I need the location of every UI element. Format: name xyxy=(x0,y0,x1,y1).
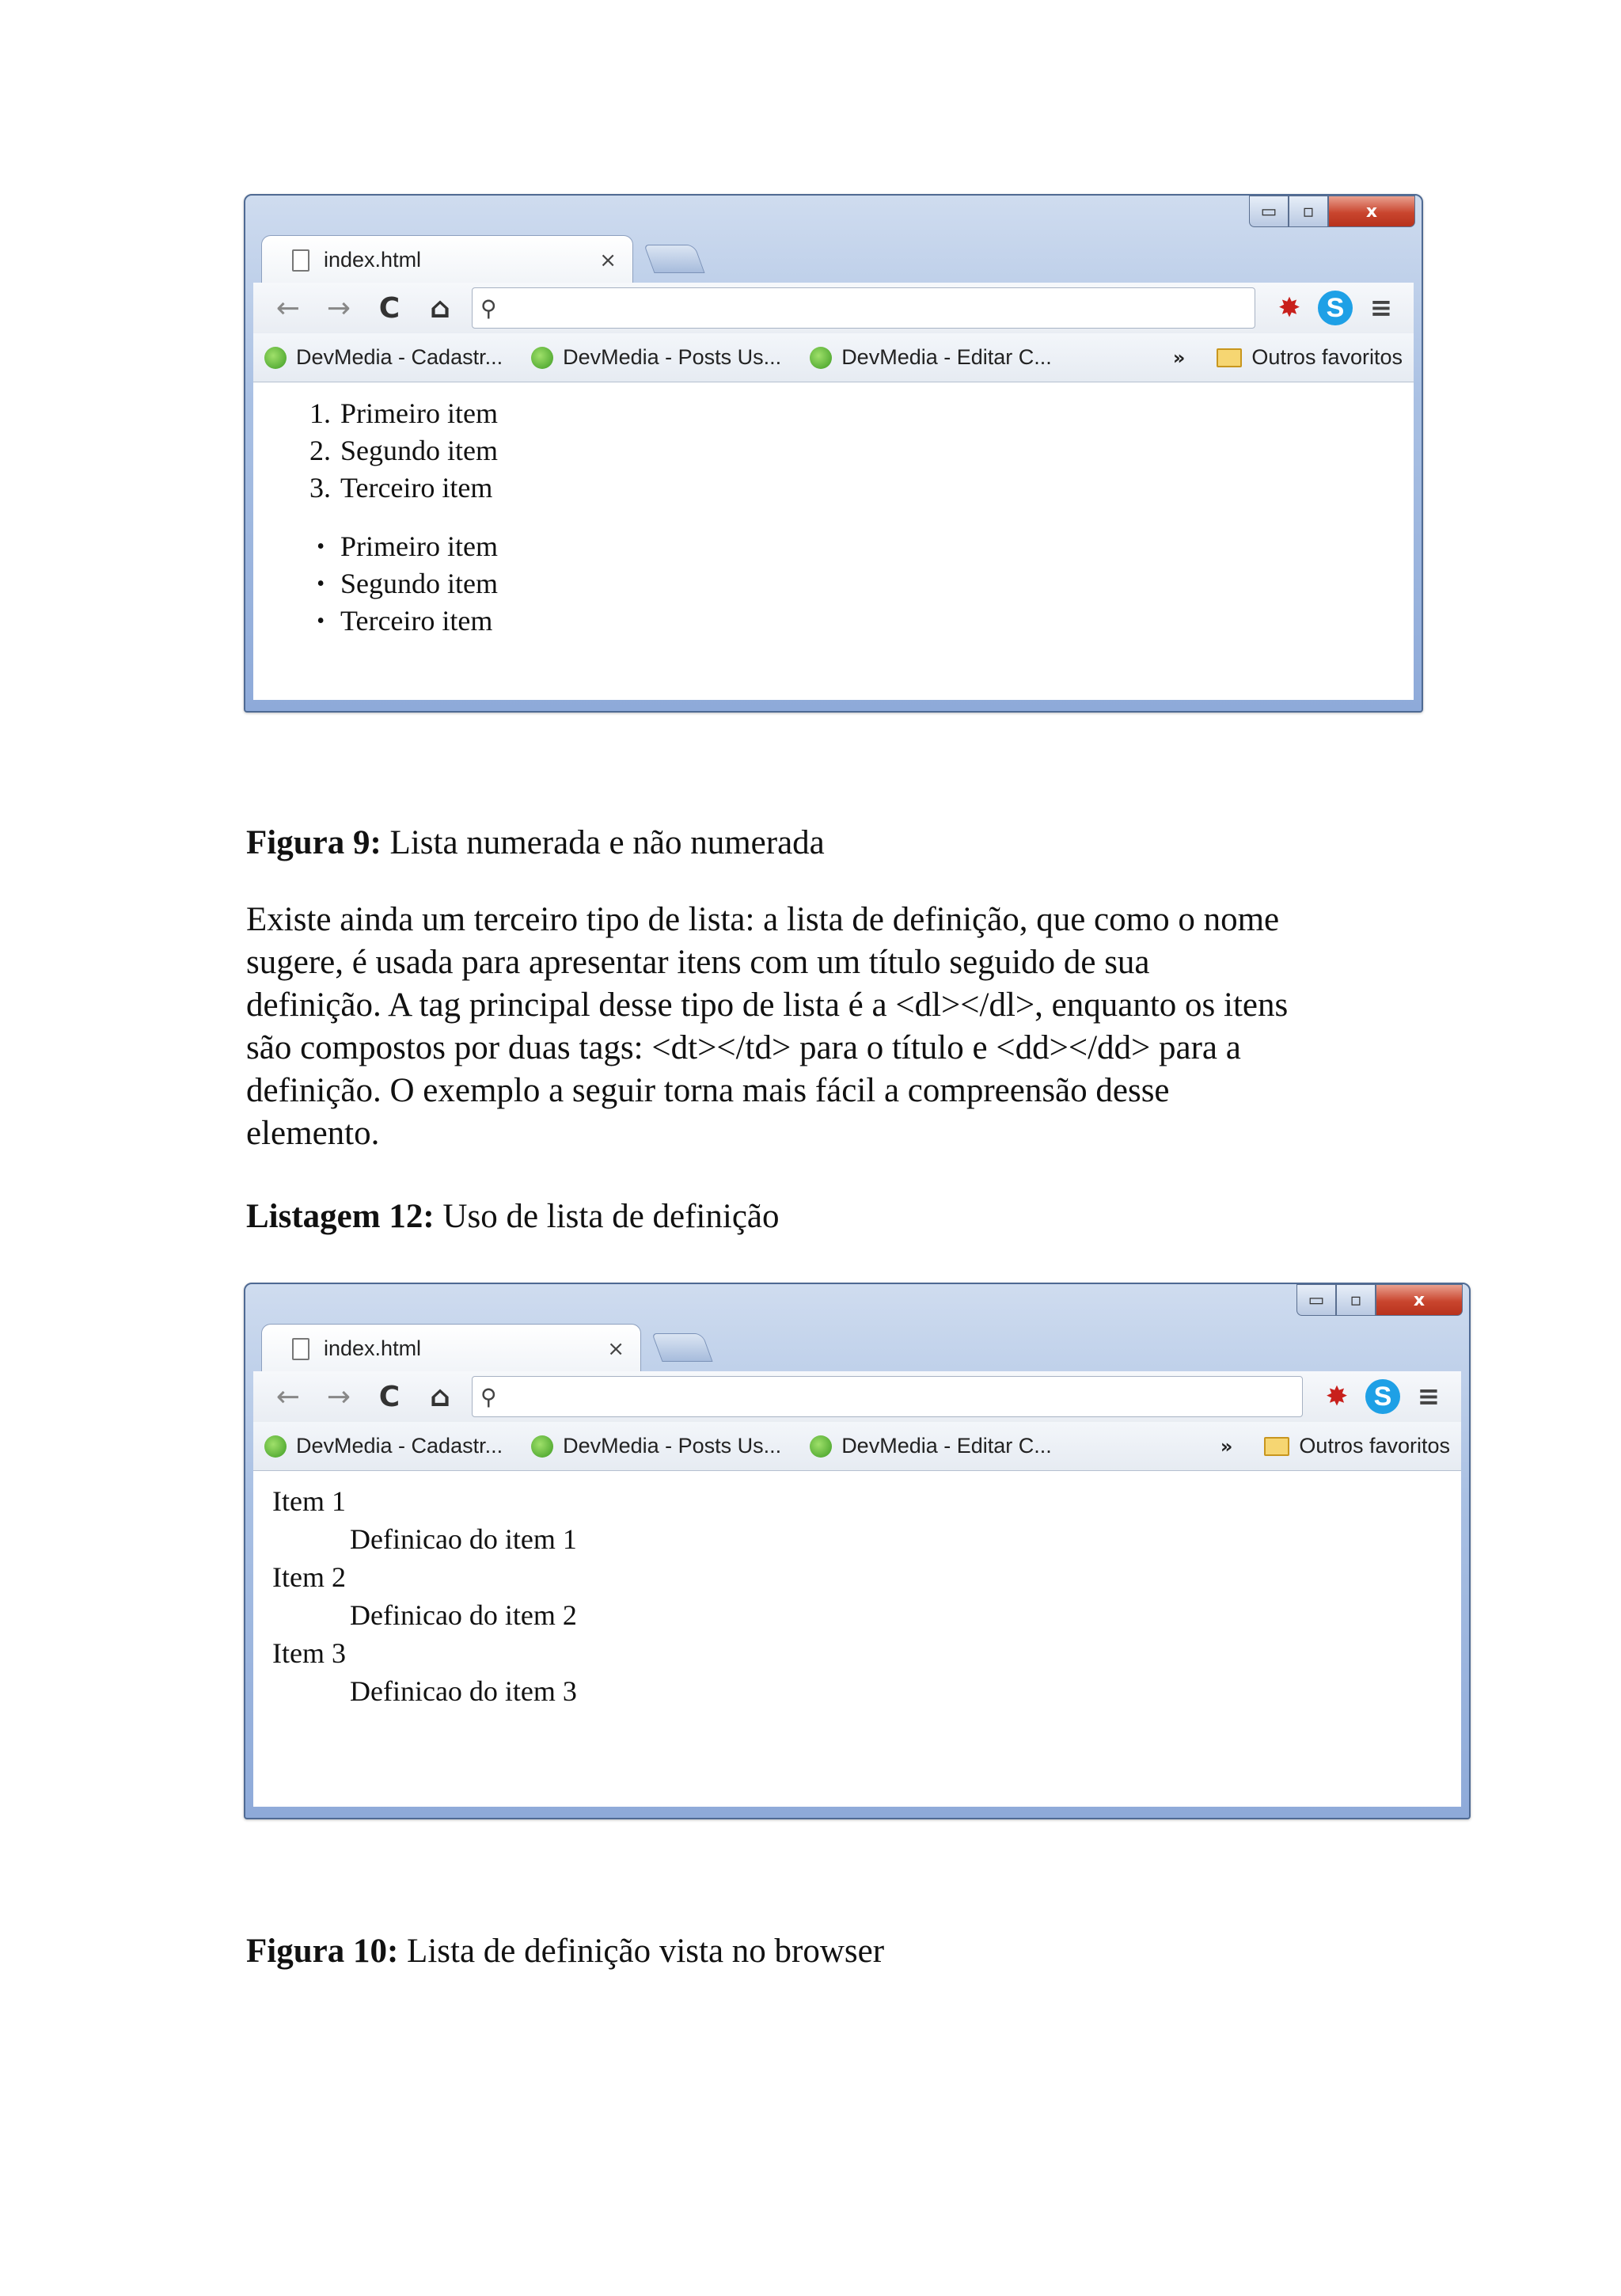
devmedia-icon xyxy=(810,347,832,369)
caption-text: Lista numerada e não numerada xyxy=(381,824,825,861)
devmedia-icon xyxy=(264,1435,287,1458)
back-icon[interactable]: ← xyxy=(275,1380,301,1413)
tab-title: index.html xyxy=(324,248,422,272)
list-item xyxy=(301,432,498,469)
bookmarks-bar xyxy=(253,1422,1461,1471)
tab-title: index.html xyxy=(324,1336,422,1360)
browser-toolbar xyxy=(253,283,1414,333)
reload-icon[interactable]: C xyxy=(378,291,401,325)
close-window-button[interactable]: x xyxy=(1328,196,1415,227)
browser-screenshot-figure-9 xyxy=(244,194,1423,713)
bullet-icon: • xyxy=(317,534,325,559)
close-tab-icon[interactable]: × xyxy=(599,248,617,272)
document-icon xyxy=(292,1338,309,1360)
search-icon: ⚲ xyxy=(480,1383,497,1410)
menu-icon[interactable]: ≡ xyxy=(1369,292,1393,324)
close-window-button[interactable]: x xyxy=(1376,1284,1463,1316)
minimize-button[interactable]: ▭ xyxy=(1296,1284,1336,1316)
list-text: Terceiro item xyxy=(340,605,493,637)
bookmark-item[interactable] xyxy=(810,345,1052,370)
list-item xyxy=(301,565,498,603)
listing-12-caption xyxy=(246,1197,780,1236)
forward-icon[interactable]: → xyxy=(326,1380,351,1413)
bookmark-item[interactable] xyxy=(531,1434,781,1458)
bookmark-item[interactable] xyxy=(810,1434,1052,1458)
home-icon[interactable]: ⌂ xyxy=(430,291,450,325)
definition-description: Definicao do item 2 xyxy=(350,1599,577,1631)
menu-icon[interactable]: ≡ xyxy=(1417,1381,1441,1412)
bookmark-label: DevMedia - Editar C... xyxy=(841,1434,1052,1458)
bookmark-item[interactable] xyxy=(264,345,503,370)
definition-term: Item 2 xyxy=(272,1561,346,1593)
address-bar[interactable] xyxy=(472,1376,1303,1417)
close-tab-icon[interactable]: × xyxy=(607,1336,624,1361)
list-number: 3. xyxy=(309,472,331,504)
search-icon: ⚲ xyxy=(480,295,497,321)
list-text: Primeiro item xyxy=(340,397,498,429)
list-text: Terceiro item xyxy=(340,472,493,504)
list-item xyxy=(301,469,498,507)
paragraph-line: definição. A tag principal desse tipo de lista é a <dl></dl>, enquanto os itens xyxy=(246,986,1289,1024)
bookmark-label: DevMedia - Posts Us... xyxy=(563,1434,782,1458)
page-content xyxy=(253,382,1414,700)
bookmark-item[interactable] xyxy=(264,1434,503,1458)
definition-list xyxy=(272,1482,577,1710)
maximize-button[interactable]: ▫ xyxy=(1336,1284,1376,1316)
figure-9-caption xyxy=(246,823,825,862)
body-paragraph xyxy=(246,899,1418,1155)
bookmark-label: DevMedia - Cadastr... xyxy=(296,1434,503,1458)
caption-text: Uso de lista de definição xyxy=(434,1198,780,1235)
list-text: Segundo item xyxy=(340,435,498,466)
browser-tab[interactable] xyxy=(261,235,633,284)
paragraph-line: sugere, é usada para apresentar itens com um título seguido de sua xyxy=(246,944,1150,981)
browser-toolbar xyxy=(253,1371,1461,1422)
paragraph-line: Existe ainda um terceiro tipo de lista: a lista de definição, que como o nome xyxy=(246,901,1280,938)
bookmark-label: DevMedia - Editar C... xyxy=(841,345,1052,369)
bullet-icon: • xyxy=(317,572,325,596)
bookmark-label: DevMedia - Cadastr... xyxy=(296,345,503,369)
bookmark-label: DevMedia - Posts Us... xyxy=(563,345,782,369)
caption-label: Listagem 12: xyxy=(246,1198,435,1235)
skype-extension-icon[interactable] xyxy=(1360,1379,1406,1414)
browser-tab[interactable] xyxy=(261,1324,641,1373)
folder-icon xyxy=(1264,1437,1289,1456)
list-text: Primeiro item xyxy=(340,530,498,562)
back-icon[interactable]: ← xyxy=(275,291,301,325)
minimize-button[interactable]: ▭ xyxy=(1249,196,1289,227)
bug-extension-icon[interactable]: ✸ xyxy=(1277,292,1301,324)
definition-term: Item 1 xyxy=(272,1485,346,1517)
window-controls xyxy=(1249,196,1415,234)
more-bookmarks-icon[interactable]: » xyxy=(1172,346,1186,369)
caption-text: Lista de definição vista no browser xyxy=(398,1933,885,1970)
unordered-list xyxy=(301,528,498,640)
list-number: 2. xyxy=(309,435,331,466)
more-bookmarks-icon[interactable]: » xyxy=(1220,1435,1233,1458)
new-tab-button[interactable] xyxy=(651,1333,712,1362)
list-text: Segundo item xyxy=(340,568,498,599)
home-icon[interactable]: ⌂ xyxy=(430,1380,450,1413)
list-item xyxy=(301,603,498,640)
maximize-button[interactable]: ▫ xyxy=(1289,196,1328,227)
paragraph-line: são compostos por duas tags: <dt></td> para o título e <dd></dd> para a xyxy=(246,1029,1241,1066)
definition-description: Definicao do item 3 xyxy=(350,1675,577,1707)
forward-icon[interactable]: → xyxy=(326,291,351,325)
browser-screenshot-figure-10 xyxy=(244,1283,1471,1819)
other-bookmarks[interactable] xyxy=(1264,1434,1450,1458)
other-bookmarks-label: Outros favoritos xyxy=(1251,345,1403,369)
figure-10-caption xyxy=(246,1932,884,1971)
list-item xyxy=(301,528,498,565)
new-tab-button[interactable] xyxy=(643,245,704,273)
other-bookmarks[interactable] xyxy=(1217,345,1403,370)
devmedia-icon xyxy=(531,1435,553,1458)
document-icon xyxy=(292,249,309,272)
definition-term: Item 3 xyxy=(272,1637,346,1669)
folder-icon xyxy=(1217,348,1242,367)
window-controls xyxy=(1296,1284,1463,1322)
list-number: 1. xyxy=(309,397,331,429)
skype-letter: S xyxy=(1365,1379,1400,1414)
definition-description: Definicao do item 1 xyxy=(350,1523,577,1555)
paragraph-line: definição. O exemplo a seguir torna mais fácil a compreensão desse xyxy=(246,1072,1170,1109)
bookmarks-bar xyxy=(253,333,1414,382)
bullet-icon: • xyxy=(317,609,325,633)
skype-extension-icon[interactable] xyxy=(1312,291,1358,325)
page-content xyxy=(253,1471,1461,1807)
skype-letter: S xyxy=(1318,291,1353,325)
address-bar[interactable] xyxy=(472,287,1255,329)
caption-label: Figura 9: xyxy=(246,824,382,861)
devmedia-icon xyxy=(810,1435,832,1458)
devmedia-icon xyxy=(264,347,287,369)
bug-extension-icon[interactable]: ✸ xyxy=(1325,1381,1349,1412)
ordered-list xyxy=(301,395,498,507)
devmedia-icon xyxy=(531,347,553,369)
bookmark-item[interactable] xyxy=(531,345,781,370)
list-item xyxy=(301,395,498,432)
caption-label: Figura 10: xyxy=(246,1933,399,1970)
paragraph-line: elemento. xyxy=(246,1115,380,1152)
other-bookmarks-label: Outros favoritos xyxy=(1299,1434,1450,1458)
reload-icon[interactable]: C xyxy=(378,1380,401,1413)
